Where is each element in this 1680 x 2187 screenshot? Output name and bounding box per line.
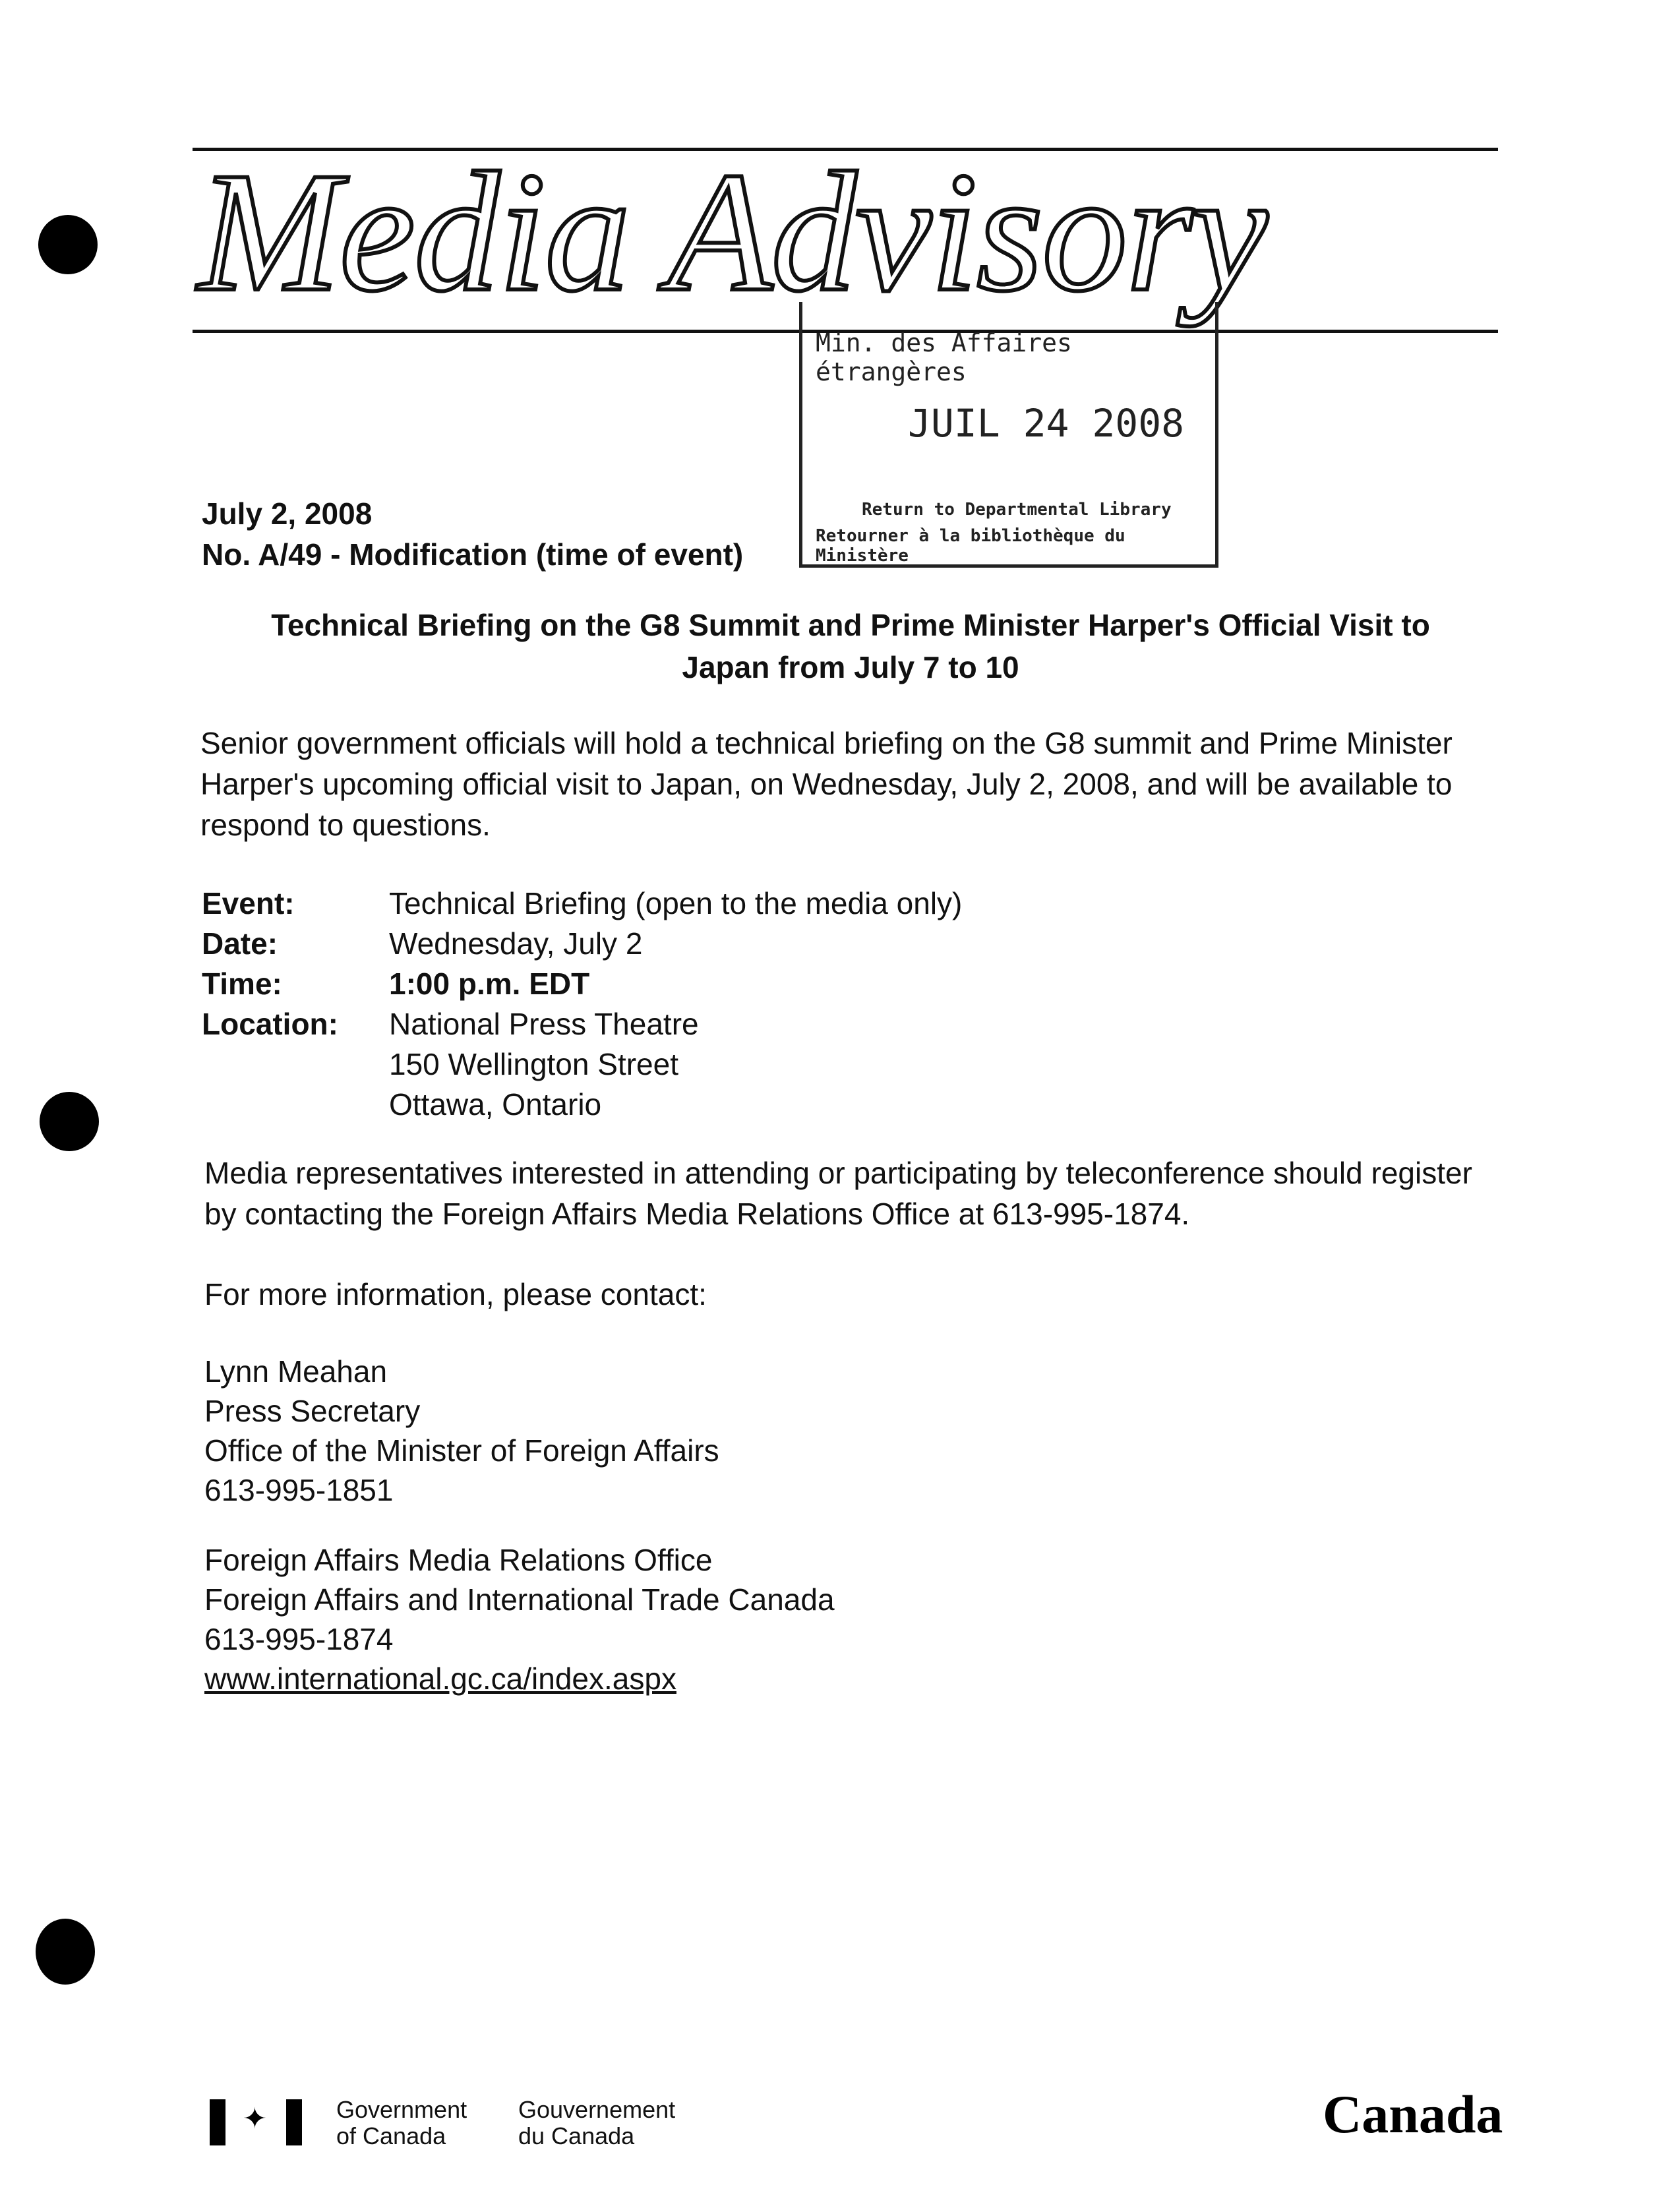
media-department: Foreign Affairs and International Trade Canada (204, 1582, 835, 1617)
contact-media-relations (204, 1540, 835, 1698)
event-label: Event: (202, 886, 295, 920)
binder-hole-bottom (36, 1919, 95, 1985)
media-phone: 613-995-1874 (204, 1622, 394, 1656)
event-row (202, 884, 962, 924)
contact-title: Press Secretary (204, 1394, 421, 1428)
contact-name: Lynn Meahan (204, 1354, 388, 1389)
headline-line2: Japan from July 7 to 10 (682, 650, 1019, 684)
government-of-canada-fr: Gouvernement du Canada (518, 2096, 676, 2149)
canada-flag-icon: ✦ (210, 2099, 302, 2145)
website-link[interactable]: www.international.gc.ca/index.aspx (204, 1662, 676, 1696)
event-details (202, 884, 962, 1125)
contact-press-secretary (204, 1352, 719, 1510)
time-label: Time: (202, 967, 282, 1001)
date-value: Wednesday, July 2 (389, 926, 643, 961)
stamp-return-fr: Retourner à la bibliothèque du Ministère (816, 526, 1125, 566)
contact-office: Office of the Minister of Foreign Affairs (204, 1433, 719, 1468)
registration-paragraph: Media representatives interested in attending or participating by teleconference should register by contacting the Foreign Affairs Media Relations Office at 613-995-1874. (204, 1156, 1472, 1231)
canada-wordmark: Canada (1323, 2084, 1503, 2144)
location-line2: 150 Wellington Street (389, 1047, 678, 1081)
location-line3: Ottawa, Ontario (389, 1087, 602, 1122)
release-date: July 2, 2008 (202, 496, 373, 531)
intro-paragraph: Senior government officials will hold a technical briefing on the G8 summit and Prime Minister Harper's upcoming official visit to Japan, on Wednesday, July 2, 2008, and will be available to respond to questions. (200, 726, 1453, 842)
headline (198, 604, 1503, 688)
binder-hole-top (38, 215, 98, 274)
stamp-ministry: Min. des Affaires étrangères (816, 328, 1072, 386)
release-number: No. A/49 - Modification (time of event) (202, 537, 744, 572)
received-stamp (799, 302, 1218, 568)
time-row (202, 964, 962, 1004)
media-office: Foreign Affairs Media Relations Office (204, 1543, 713, 1577)
date-row (202, 924, 962, 964)
location-label: Location: (202, 1007, 338, 1041)
event-value: Technical Briefing (open to the media only) (389, 886, 963, 920)
government-of-canada-en: Government of Canada (336, 2096, 467, 2149)
binder-hole-middle (40, 1092, 99, 1151)
more-info: For more information, please contact: (204, 1277, 707, 1311)
masthead-media: Media (198, 137, 630, 327)
location-row (202, 1004, 962, 1125)
masthead-title (198, 137, 1267, 327)
stamp-return-en: Return to Departmental Library (862, 500, 1172, 520)
location-line1: National Press Theatre (389, 1007, 699, 1041)
date-label: Date: (202, 926, 278, 961)
masthead-advisory: Advisory (667, 137, 1267, 327)
dateline (202, 493, 743, 575)
contact-phone: 613-995-1851 (204, 1473, 394, 1507)
time-value: 1:00 p.m. EDT (389, 967, 590, 1001)
headline-line1: Technical Briefing on the G8 Summit and Prime Minister Harper's Official Visit to (271, 608, 1430, 642)
stamp-date: JUIL 24 2008 (908, 401, 1185, 446)
